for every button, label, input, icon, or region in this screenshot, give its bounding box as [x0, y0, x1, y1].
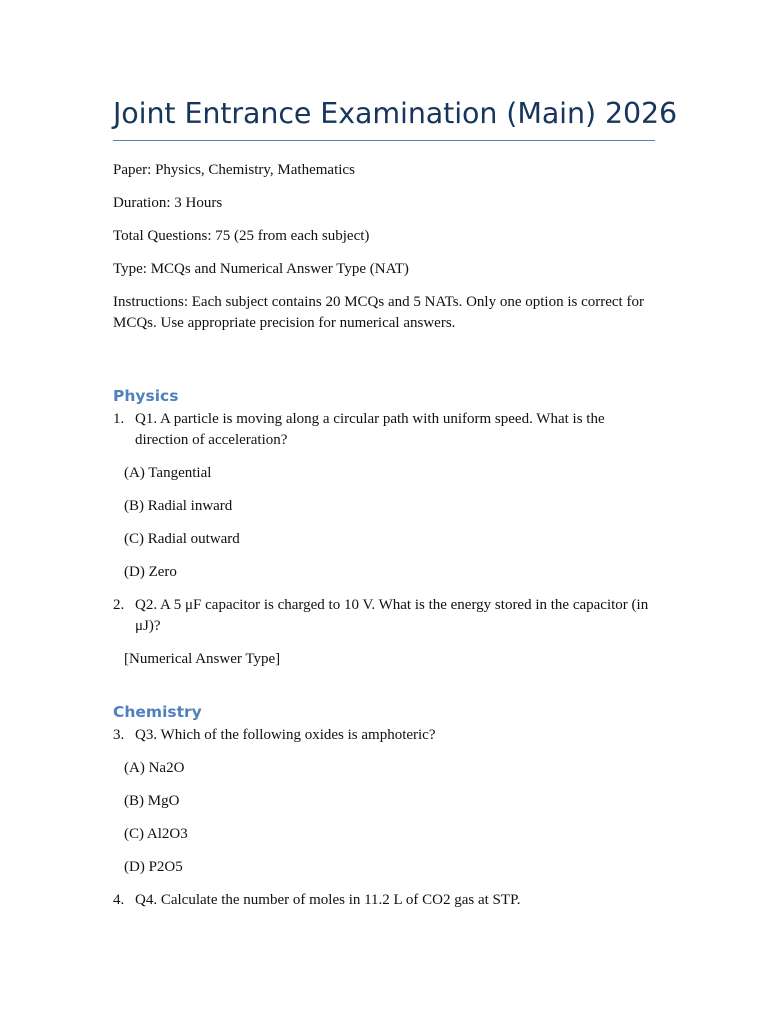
question-1: [113, 409, 655, 451]
paper-info: Paper: Physics, Chemistry, Mathematics: [113, 162, 355, 178]
q2-answer-type-note: [Numerical Answer Type]: [124, 651, 281, 667]
type-info: Type: MCQs and Numerical Answer Type (NAT): [113, 261, 409, 277]
question-number: 2.: [113, 597, 125, 613]
question-text: Q1. A particle is moving along a circular path with uniform speed. What is the direction of acceleration?: [135, 411, 605, 448]
q3-option-d: (D) P2O5: [124, 859, 183, 875]
question-number: 3.: [113, 727, 125, 743]
q3-option-b: (B) MgO: [124, 793, 180, 809]
q3-option-c: (C) Al2O3: [124, 826, 188, 842]
duration-info: Duration: 3 Hours: [113, 195, 223, 211]
question-4: [113, 890, 655, 911]
question-text: Q3. Which of the following oxides is amphoteric?: [135, 727, 436, 743]
section-heading-physics: Physics: [113, 387, 179, 405]
document-page: [113, 95, 678, 911]
question-2: [113, 595, 655, 637]
question-number: 1.: [113, 411, 125, 427]
document-title: Joint Entrance Examination (Main) 2026: [113, 97, 678, 130]
title-underline: [113, 140, 655, 141]
question-3: [113, 725, 655, 746]
q3-option-a: (A) Na2O: [124, 760, 185, 776]
section-heading-chemistry: Chemistry: [113, 703, 202, 721]
q1-option-a: (A) Tangential: [124, 465, 212, 481]
q1-option-b: (B) Radial inward: [124, 498, 233, 514]
question-number: 4.: [113, 892, 125, 908]
instructions-info: Instructions: Each subject contains 20 MCQs and 5 NATs. Only one option is correct for MCQs. Use appropriate precision for numerical answers.: [113, 294, 644, 331]
q1-option-d: (D) Zero: [124, 564, 177, 580]
total-questions-info: Total Questions: 75 (25 from each subject): [113, 228, 370, 244]
question-text: Q4. Calculate the number of moles in 11.2 L of CO2 gas at STP.: [135, 892, 521, 908]
q1-option-c: (C) Radial outward: [124, 531, 240, 547]
question-text: Q2. A 5 μF capacitor is charged to 10 V. What is the energy stored in the capacitor (in μJ)?: [135, 597, 649, 634]
